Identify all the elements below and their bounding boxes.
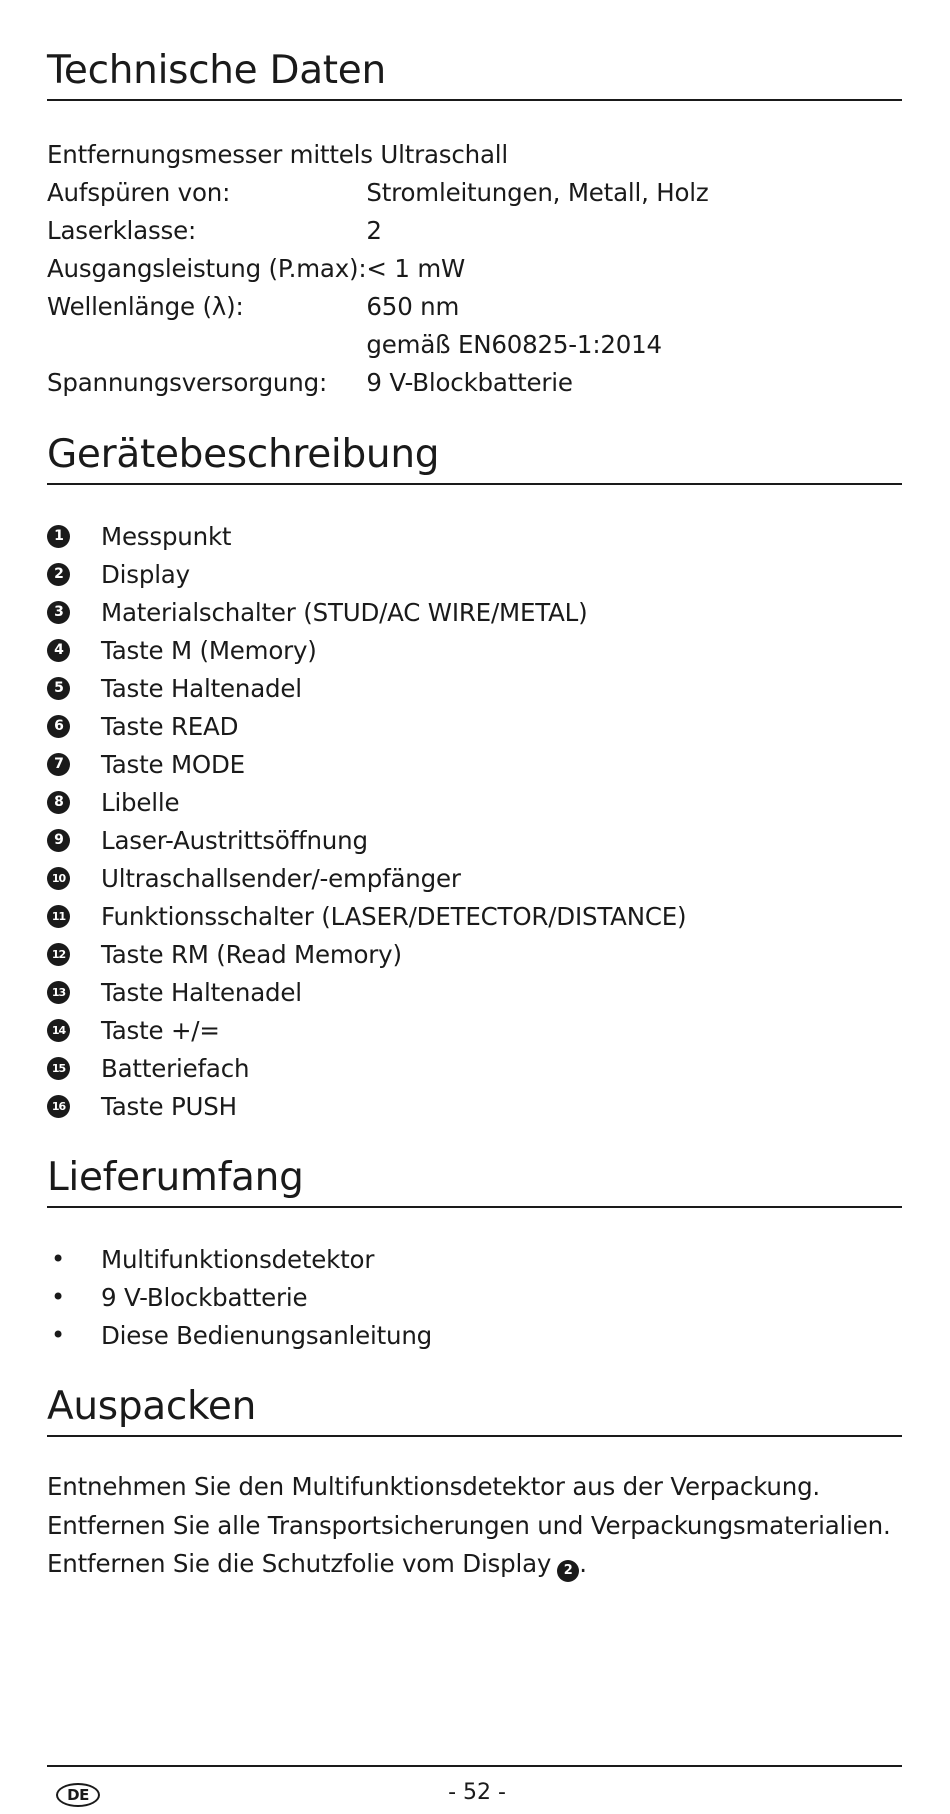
list-item-label: Diese Bedienungsanleitung (101, 1320, 433, 1350)
unpacking-end: . (579, 1549, 587, 1578)
list-item (47, 517, 686, 555)
list-item-label: Taste M (Memory) (101, 635, 317, 665)
list-item (47, 821, 686, 859)
spec-row (47, 288, 709, 326)
language-badge: DE (56, 1783, 100, 1807)
number-16-icon: 16 (47, 1095, 70, 1118)
list-item (47, 1011, 686, 1049)
list-item (47, 593, 686, 631)
list-item-label: Display (101, 559, 190, 589)
spec-value: 9 V-Blockbatterie (366, 368, 573, 397)
number-10-icon: 10 (47, 867, 70, 890)
section-title: Lieferumfang (47, 1157, 902, 1208)
number-7-icon: 7 (47, 753, 70, 776)
list-item (47, 897, 686, 935)
list-item-label: Taste RM (Read Memory) (101, 939, 402, 969)
spec-row (47, 250, 709, 288)
page-number: - 52 - (448, 1780, 506, 1805)
spec-key: Aufspüren von: (47, 178, 231, 207)
spec-key: Wellenlänge (λ): (47, 292, 244, 321)
spec-row (47, 326, 709, 364)
number-6-icon: 6 (47, 715, 70, 738)
list-item (47, 669, 686, 707)
number-15-icon: 15 (47, 1057, 70, 1080)
list-item (47, 1049, 686, 1087)
section-title: Gerätebeschreibung (47, 434, 902, 485)
list-item-label: Messpunkt (101, 521, 232, 551)
spec-row (47, 174, 709, 212)
section-title: Technische Daten (47, 50, 902, 101)
list-item-label: Taste Haltenadel (101, 977, 302, 1007)
list-item (47, 859, 686, 897)
list-item-label: Libelle (101, 787, 180, 817)
spec-value: Stromleitungen, Metall, Holz (366, 178, 709, 207)
spec-row (47, 364, 709, 402)
spec-value: 2 (366, 216, 382, 245)
number-8-icon: 8 (47, 791, 70, 814)
delivery-list (47, 1240, 432, 1354)
list-item (47, 631, 686, 669)
list-item-label: Taste READ (101, 711, 239, 741)
section-auspacken (47, 1386, 902, 1437)
number-14-icon: 14 (47, 1019, 70, 1042)
list-item (47, 745, 686, 783)
spec-key (47, 326, 366, 364)
manual-page (47, 0, 902, 1814)
number-9-icon: 9 (47, 829, 70, 852)
list-item (47, 935, 686, 973)
list-item-label: Materialschalter (STUD/AC WIRE/METAL) (101, 597, 588, 627)
spec-key: Laserklasse: (47, 216, 197, 245)
spec-value: gemäß EN60825-1:2014 (366, 330, 662, 359)
number-2-icon: 2 (47, 563, 70, 586)
number-12-icon: 12 (47, 943, 70, 966)
section-geraetebeschreibung (47, 434, 902, 485)
unpacking-paragraph (47, 1468, 902, 1584)
section-technische-daten (47, 50, 902, 101)
list-item (47, 1087, 686, 1125)
section-lieferumfang (47, 1157, 902, 1208)
list-item-label: Batteriefach (101, 1053, 250, 1083)
tech-intro: Entfernungsmesser mittels Ultraschall (47, 140, 508, 169)
list-item-label: Taste Haltenadel (101, 673, 302, 703)
number-2-icon: 2 (557, 1560, 579, 1582)
number-3-icon: 3 (47, 601, 70, 624)
spec-value: < 1 mW (366, 254, 466, 283)
list-item-label: Taste PUSH (101, 1091, 237, 1121)
bullet-icon: • (51, 1283, 65, 1311)
list-item (47, 707, 686, 745)
list-item-label: Taste +/= (101, 1015, 220, 1045)
list-item-label: Taste MODE (101, 749, 245, 779)
number-13-icon: 13 (47, 981, 70, 1004)
bullet-icon: • (51, 1245, 65, 1273)
list-item-label: Multifunktionsdetektor (101, 1244, 375, 1274)
bullet-icon: • (51, 1321, 65, 1349)
list-item (47, 1316, 432, 1354)
parts-list (47, 517, 686, 1125)
list-item (47, 973, 686, 1011)
list-item (47, 1278, 432, 1316)
spec-row (47, 212, 709, 250)
list-item-label: Laser-Austrittsöffnung (101, 825, 368, 855)
list-item (47, 783, 686, 821)
list-item (47, 555, 686, 593)
list-item-label: 9 V-Blockbatterie (101, 1282, 308, 1312)
section-title: Auspacken (47, 1386, 902, 1437)
spec-key: Spannungsversorgung: (47, 368, 327, 397)
list-item-label: Ultraschallsender/-empfänger (101, 863, 461, 893)
tech-specs-table (47, 174, 709, 402)
list-item-label: Funktionsschalter (LASER/DETECTOR/DISTANCE) (101, 901, 687, 931)
spec-key: Ausgangsleistung (P.max): (47, 254, 367, 283)
unpacking-text: Entnehmen Sie den Multifunktionsdetektor aus der Verpackung. Entfernen Sie alle Transportsicherungen und Verpackungsmaterialien. Entfernen Sie die Schutzfolie vom Display (47, 1472, 891, 1578)
footer-divider (47, 1765, 902, 1767)
list-item (47, 1240, 432, 1278)
number-1-icon: 1 (47, 525, 70, 548)
number-11-icon: 11 (47, 905, 70, 928)
number-5-icon: 5 (47, 677, 70, 700)
number-4-icon: 4 (47, 639, 70, 662)
spec-value: 650 nm (366, 292, 460, 321)
